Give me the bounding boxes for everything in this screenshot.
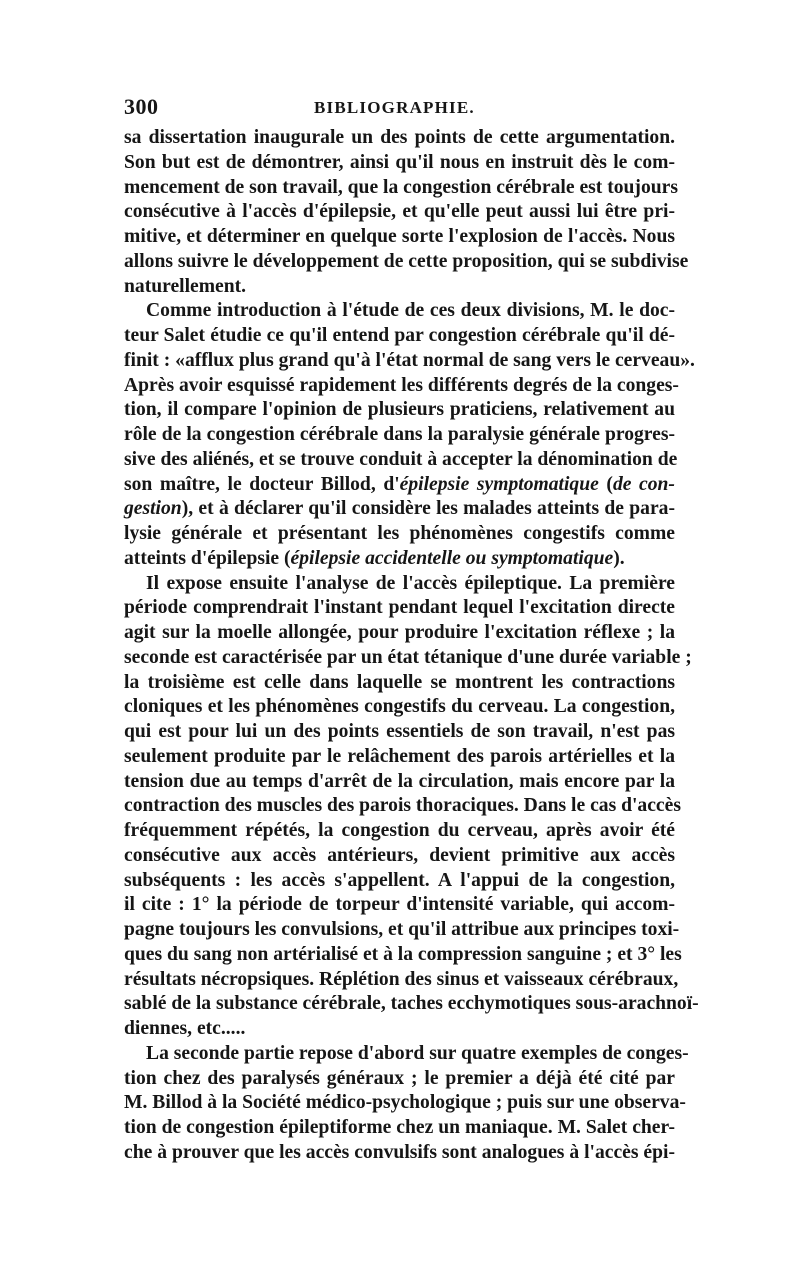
- text-line: [124, 844, 675, 869]
- italic-segment: de con-: [612, 473, 675, 495]
- italic-segment: épilepsie symptomatique: [399, 473, 599, 495]
- text-line: [124, 918, 680, 943]
- text-line: [124, 968, 679, 993]
- text-line: [124, 1067, 675, 1092]
- body-text: [124, 126, 699, 1166]
- italic-segment: gestion: [124, 498, 182, 520]
- text-line: [124, 1091, 686, 1116]
- text-segment: mitive, et déterminer en quelque sorte l'explosion de l'accès. Nous: [124, 226, 675, 247]
- text-line: [124, 547, 675, 572]
- text-segment: consécutive aux accès antérieurs, devient primitive aux accès: [124, 844, 675, 866]
- text-segment: tion de congestion épileptiforme chez un maniaque. M. Salet cher-: [124, 1117, 675, 1138]
- text-line: [124, 398, 675, 423]
- text-line: [124, 324, 675, 349]
- text-segment: seconde est caractérisée par un état tétanique d'une durée variable ;: [124, 646, 692, 668]
- text-segment: teur Salet étudie ce qu'il entend par congestion cérébrale qu'il dé-: [124, 325, 675, 346]
- text-line: [124, 819, 675, 844]
- text-segment: ), et à déclarer qu'il considère les malades atteints de para-: [181, 498, 675, 520]
- text-line: [124, 275, 675, 300]
- text-segment: la troisième est celle dans laquelle se montrent les contractions: [124, 671, 675, 693]
- text-segment: son maître, le docteur Billod, d': [124, 473, 400, 495]
- text-line: [124, 646, 692, 671]
- text-segment: cloniques et les phénomènes congestifs du cerveau. La congestion,: [124, 696, 675, 718]
- text-segment: tion chez des paralysés généraux ; le premier a déjà été cité par: [124, 1067, 675, 1089]
- text-line: [124, 448, 678, 473]
- text-line: [124, 621, 675, 646]
- text-line: [124, 1141, 675, 1166]
- text-segment: fréquemment répétés, la congestion du cerveau, après avoir été: [124, 820, 675, 841]
- text-line: [124, 992, 699, 1017]
- text-line: [124, 1017, 675, 1042]
- text-segment: contraction des muscles des parois thoraciques. Dans le cas d'accès: [124, 795, 681, 817]
- text-segment: Après avoir esquissé rapidement les différents degrés de la conges-: [124, 374, 679, 396]
- text-line: [124, 695, 675, 720]
- text-segment: tension due au temps d'arrêt de la circulation, mais encore par la: [124, 770, 675, 792]
- text-segment: agit sur la moelle allongée, pour produire l'excitation réflexe ; la: [124, 622, 675, 643]
- text-segment: Comme introduction à l'étude de ces deux divisions, M. le doc-: [146, 300, 675, 322]
- text-segment: consécutive à l'accès d'épilepsie, et qu'elle peut aussi lui être pri-: [124, 201, 675, 223]
- text-line: [124, 423, 675, 448]
- text-line: [124, 893, 675, 918]
- text-line: [124, 151, 675, 176]
- text-segment: naturellement.: [124, 275, 247, 297]
- text-line: [124, 572, 675, 597]
- text-line: [124, 126, 675, 151]
- italic-segment: épilepsie accidentelle ou symptomatique: [290, 547, 614, 569]
- text-line: [124, 176, 678, 201]
- text-line: [124, 671, 675, 696]
- text-segment: diennes, etc.....: [124, 1018, 246, 1039]
- text-line: [124, 473, 675, 498]
- text-line: [124, 250, 689, 275]
- text-segment: sablé de la substance cérébrale, taches ecchymotiques sous-arachnoï-: [124, 993, 699, 1015]
- text-segment: période comprendrait l'instant pendant lequel l'excitation directe: [124, 597, 675, 619]
- text-line: [124, 596, 675, 621]
- text-line: [124, 497, 675, 522]
- text-segment: che à prouver que les accès convulsifs sont analogues à l'accès épi-: [124, 1141, 675, 1163]
- text-segment: La seconde partie repose d'abord sur quatre exemples de conges-: [146, 1042, 689, 1064]
- text-line: [124, 374, 679, 399]
- text-line: [124, 299, 675, 324]
- text-line: [124, 522, 675, 547]
- text-segment: il cite : 1° la période de torpeur d'intensité variable, qui accom-: [124, 894, 675, 916]
- text-line: [124, 720, 675, 745]
- text-line: [124, 1042, 689, 1067]
- text-segment: lysie générale et présentant les phénomènes congestifs comme: [124, 523, 675, 544]
- text-line: [124, 225, 675, 250]
- text-segment: subséquents : les accès s'appellent. A l'appui de la congestion,: [124, 869, 675, 891]
- text-segment: sa dissertation inaugurale un des points de cette argumentation.: [124, 127, 675, 148]
- running-head: BIBLIOGRAPHIE.: [314, 98, 475, 117]
- text-segment: Son but est de démontrer, ainsi qu'il nous en instruit dès le com-: [124, 151, 675, 173]
- text-segment: sive des aliénés, et se trouve conduit à accepter la dénomination de: [124, 448, 678, 470]
- text-line: [124, 869, 675, 894]
- text-line: [124, 745, 675, 770]
- text-segment: qui est pour lui un des points essentiels de son travail, n'est pas: [124, 721, 675, 742]
- text-line: [124, 200, 675, 225]
- text-line: [124, 943, 682, 968]
- text-segment: mencement de son travail, que la congestion cérébrale est toujours: [124, 176, 678, 198]
- text-line: [124, 349, 695, 374]
- text-segment: allons suivre le développement de cette proposition, qui se subdivise: [124, 250, 689, 272]
- text-segment: Il expose ensuite l'analyse de l'accès épileptique. La première: [146, 572, 675, 594]
- page-number: 300: [124, 94, 159, 119]
- text-line: [124, 794, 681, 819]
- page-header: [124, 94, 684, 122]
- text-segment: ques du sang non artérialisé et à la compression sanguine ; et 3° les: [124, 943, 682, 965]
- text-segment: résultats nécropsiques. Réplétion des sinus et vaisseaux cérébraux,: [124, 968, 679, 990]
- text-segment: (: [598, 473, 613, 495]
- text-segment: seulement produite par le relâchement des parois artérielles et la: [124, 745, 675, 767]
- text-segment: tion, il compare l'opinion de plusieurs praticiens, relativement au: [124, 399, 675, 421]
- text-line: [124, 770, 675, 795]
- text-segment: pagne toujours les convulsions, et qu'il attribue aux principes toxi-: [124, 919, 680, 940]
- text-segment: M. Billod à la Société médico-psychologique ; puis sur une observa-: [124, 1092, 686, 1114]
- text-segment: atteints d'épilepsie (: [124, 547, 291, 569]
- text-segment: finit : «afflux plus grand qu'à l'état normal de sang vers le cerveau».: [124, 349, 695, 371]
- text-segment: ).: [613, 547, 625, 569]
- text-line: [124, 1116, 675, 1141]
- text-segment: rôle de la congestion cérébrale dans la paralysie générale progres-: [124, 424, 675, 445]
